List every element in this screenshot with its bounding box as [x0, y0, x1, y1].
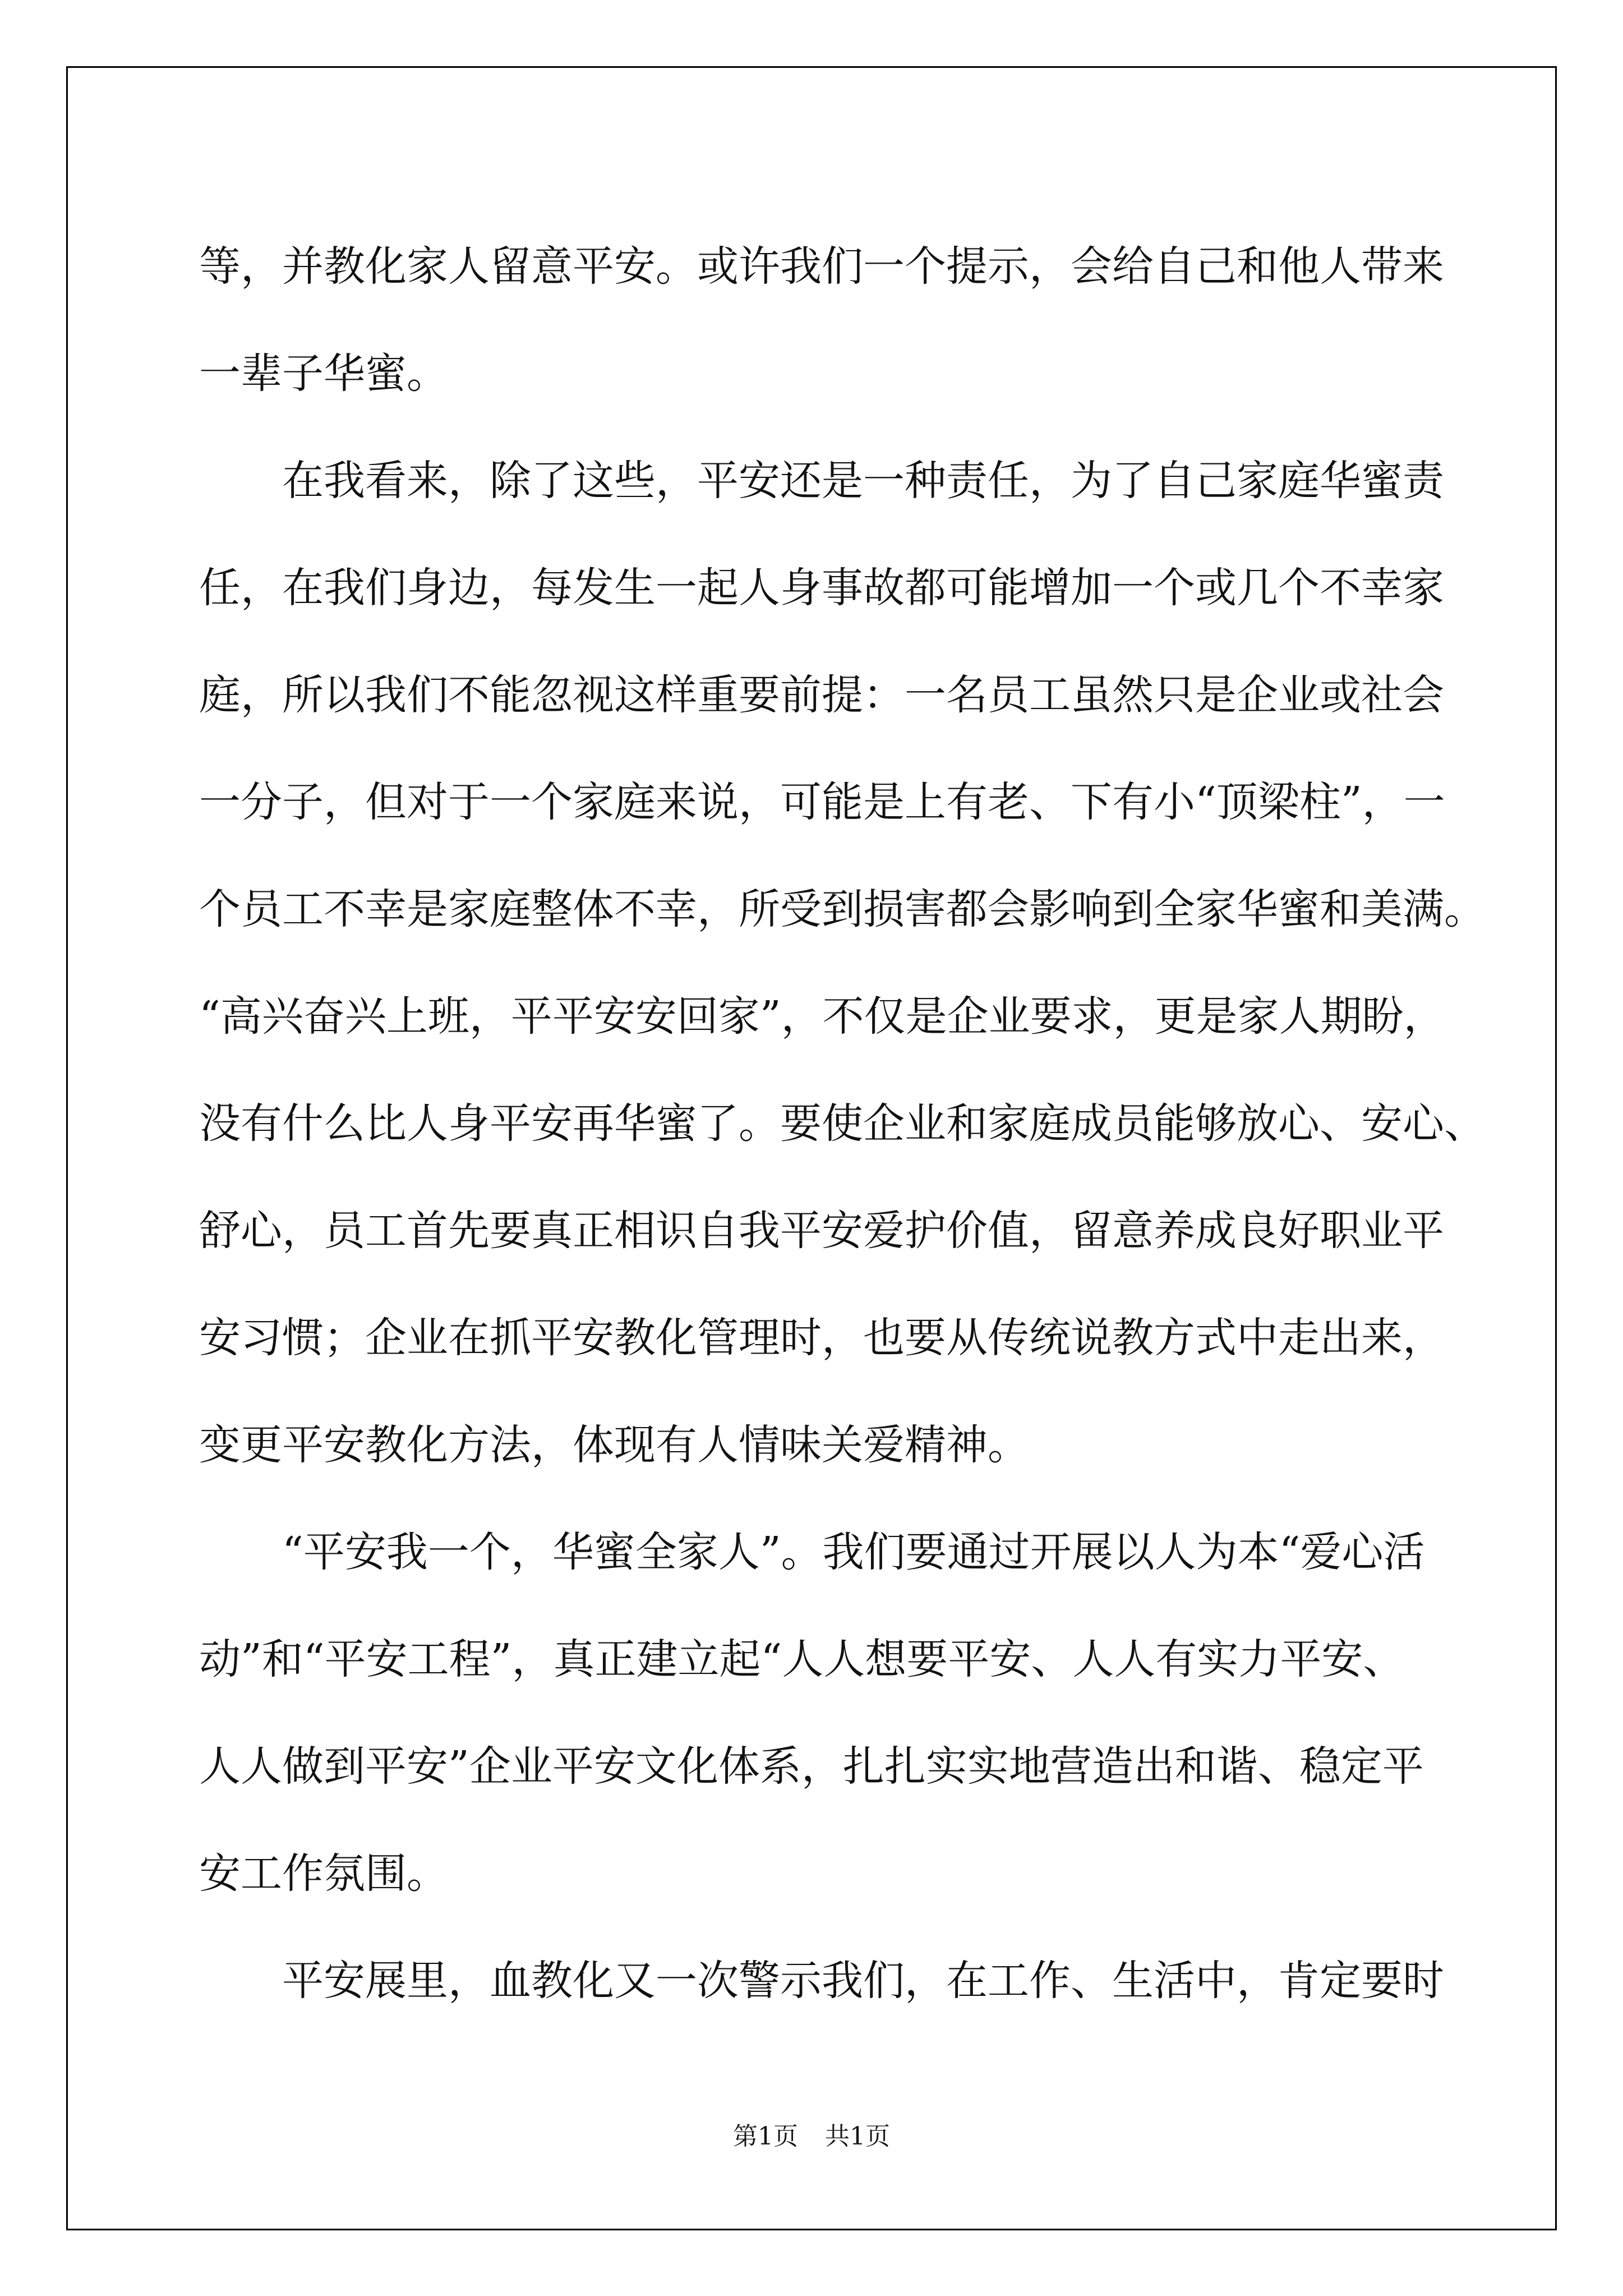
- text-line: 变更平安教化方法，体现有人情味关爱精神。: [199, 1421, 1029, 1469]
- text-line: 没有什么比人身平安再华蜜了。要使企业和家庭成员能够放心、安心、: [199, 1099, 1486, 1148]
- text-line: “高兴奋兴上班，平平安安回家”，不仅是企业要求，更是家人期盼，: [199, 992, 1445, 1041]
- text-line: 任，在我们身边，每发生一起人身事故都可能增加一个或几个不幸家: [199, 564, 1444, 612]
- page-number: 第1页: [733, 2122, 798, 2151]
- text-line: 舒心，员工首先要真正相识自我平安爱护价值，留意养成良好职业平: [199, 1207, 1444, 1255]
- text-line: 安习惯；企业在抓平安教化管理时，也要从传统说教方式中走出来，: [199, 1314, 1444, 1362]
- text-line: 个员工不幸是家庭整体不幸，所受到损害都会影响到全家华蜜和美满。: [199, 885, 1486, 933]
- text-line: 一分子，但对于一个家庭来说，可能是上有老、下有小“顶梁柱”，一: [199, 778, 1445, 826]
- text-line: 动”和“平安工程”，真正建立起“人人想要平安、人人有实力平安、: [199, 1635, 1405, 1683]
- text-line: 等，并教化家人留意平安。或许我们一个提示，会给自己和他人带来: [199, 242, 1444, 291]
- text-line: 庭，所以我们不能忽视这样重要前提：一名员工虽然只是企业或社会: [199, 671, 1444, 719]
- text-line: 在我看来，除了这些，平安还是一种责任，为了自己家庭华蜜责: [282, 457, 1444, 505]
- text-line: 安工作氛围。: [199, 1849, 448, 1898]
- document-body: [199, 213, 1486, 2035]
- text-line: 平安展里，血教化又一次警示我们，在工作、生活中，肯定要时: [282, 1957, 1444, 2005]
- text-line: 一辈子华蜜。: [199, 349, 448, 398]
- text-line: 人人做到平安”企业平安文化体系，扎扎实实地营造出和谐、稳定平: [199, 1742, 1424, 1791]
- text-line: “平安我一个，华蜜全家人”。我们要通过开展以人为本“爱心活: [282, 1528, 1425, 1576]
- page-total: 共1页: [825, 2122, 890, 2151]
- page-footer: [0, 2116, 1623, 2152]
